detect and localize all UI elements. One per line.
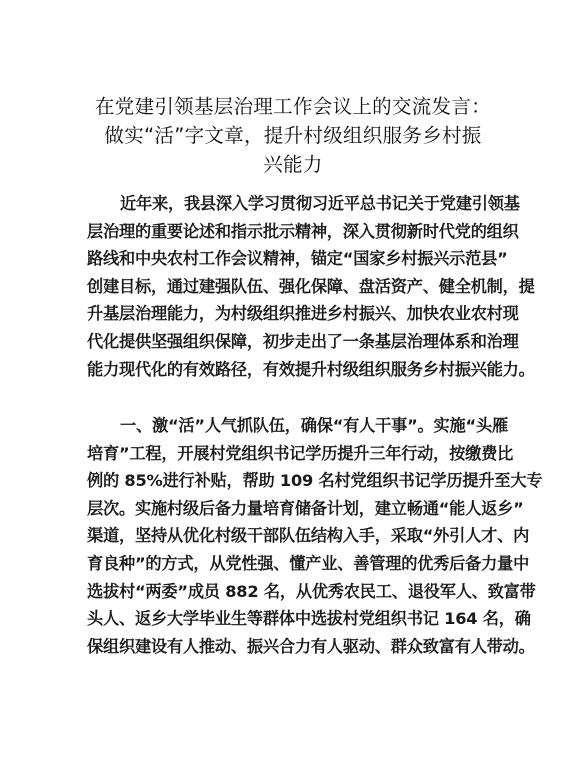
paragraph-line: 能力现代化的有效路径，有效提升村级组织服务乡村振兴能力。 [87,359,535,379]
paragraph-line: 创建目标，通过建强队伍、强化保障、盘活资产、健全机制，提 [87,276,535,296]
paragraph-intro [87,190,535,383]
paragraph-line: 层治理的重要论述和指示批示精神，深入贯彻新时代党的组织 [87,221,519,241]
paragraph-line: 渠道，坚持从优化村级干部队伍结构入手，采取“外引人才、内 [87,526,530,546]
paragraph-section-one [87,412,543,660]
document-title [80,92,506,179]
paragraph-line: 头人、返乡大学毕业生等群体中选拔村党组织书记 164 名，确 [87,609,531,629]
title-line: 兴能力 [263,153,323,176]
title-line: 在党建引领基层治理工作会议上的交流发言： [94,95,491,118]
paragraph-line: 近年来，我县深入学习贯彻习近平总书记关于党建引领基 [120,194,520,213]
paragraph-line: 升基层治理能力，为村级组织推进乡村振兴、加快农业农村现 [87,304,519,324]
paragraph-line: 育良种”的方式，从党性强、懂产业、善管理的优秀后备力量中 [87,553,530,573]
paragraph-line: 选拔村“两委”成员 882 名，从优秀农民工、退役军人、致富带 [87,581,536,601]
paragraph-line: 例的 85%进行补贴，帮助 109 名村党组织书记学历提升至大专 [87,471,543,491]
paragraph-line: 保组织建设有人推动、振兴合力有人驱动、群众致富有人带动。 [87,636,535,656]
paragraph-line: 培育”工程，开展村党组织书记学历提升三年行动，按缴费比 [87,443,514,463]
paragraph-line: 路线和中央农村工作会议精神，锚定“国家乡村振兴示范县” [87,249,508,269]
paragraph-line: 一、激“活”人气抓队伍，确保“有人干事”。实施“头雁 [120,416,508,435]
paragraph-line: 代化提供坚强组织保障，初步走出了一条基层治理体系和治理 [87,331,519,351]
paragraph-line: 层次。实施村级后备力量培育储备计划，建立畅通“能人返乡” [87,498,524,518]
title-line: 做实“活”字文章，提升村级组织服务乡村振 [104,124,482,147]
